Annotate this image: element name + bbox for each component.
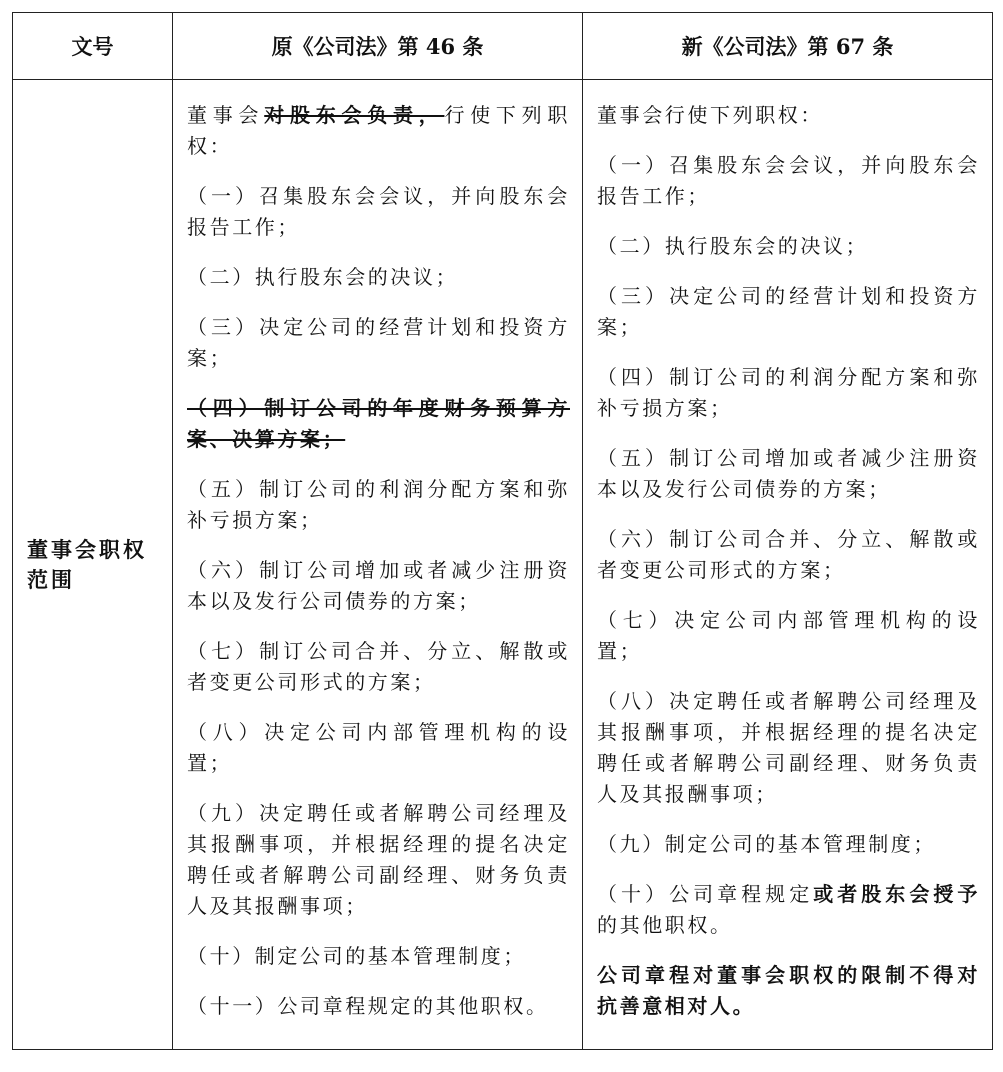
header-new-law: 新《公司法》第 67 条 — [583, 13, 993, 80]
new-item-2: （二）执行股东会的决议； — [597, 234, 869, 258]
old-item-10: （十）制定公司的基本管理制度； — [187, 944, 526, 968]
old-intro — [187, 100, 570, 162]
new-item-9: （九）制定公司的基本管理制度； — [597, 832, 936, 856]
new-added-paragraph: 公司章程对董事会职权的限制不得对抗善意相对人。 — [597, 963, 980, 1018]
new-intro: 董事会行使下列职权： — [597, 103, 823, 127]
old-item-11: （十一）公司章程规定的其他职权。 — [187, 994, 549, 1018]
old-item-5: （五）制订公司的利润分配方案和弥补亏损方案； — [187, 477, 570, 532]
old-law-cell — [173, 80, 583, 1050]
new-item-10 — [597, 879, 980, 941]
row-label: 董事会职权范围 — [13, 80, 173, 1050]
comparison-table — [12, 12, 993, 1050]
old-intro-post: 行使下列职权： — [187, 103, 571, 158]
new-item-6: （六）制订公司合并、分立、解散或者变更公司形式的方案； — [597, 527, 980, 582]
old-item-8: （八）决定公司内部管理机构的设置； — [187, 720, 570, 775]
new-item-10-post: 的其他职权。 — [597, 913, 733, 937]
old-intro-pre: 董事会 — [187, 103, 265, 127]
new-item-4: （四）制订公司的利润分配方案和弥补亏损方案； — [597, 365, 980, 420]
old-item-6: （六）制订公司增加或者减少注册资本以及发行公司债券的方案； — [187, 558, 570, 613]
new-item-7: （七）决定公司内部管理机构的设置； — [597, 608, 980, 663]
old-item-4-deleted-text: （四）制订公司的年度财务预算方案、决算方案； — [187, 396, 570, 451]
old-item-2: （二）执行股东会的决议； — [187, 265, 459, 289]
header-row — [13, 13, 993, 80]
new-item-3: （三）决定公司的经营计划和投资方案； — [597, 284, 980, 339]
old-item-7: （七）制订公司合并、分立、解散或者变更公司形式的方案； — [187, 639, 570, 694]
new-item-10-added: 或者股东会授予 — [813, 882, 980, 906]
board-powers-row — [13, 80, 993, 1050]
old-item-1: （一）召集股东会会议，并向股东会报告工作； — [187, 184, 570, 239]
new-law-cell — [583, 80, 993, 1050]
new-item-10-pre: （十）公司章程规定 — [597, 882, 814, 906]
old-intro-deleted: 对股东会负责， — [264, 103, 445, 127]
header-old-law: 原《公司法》第 46 条 — [173, 13, 583, 80]
old-item-3: （三）决定公司的经营计划和投资方案； — [187, 315, 570, 370]
new-item-5: （五）制订公司增加或者减少注册资本以及发行公司债券的方案； — [597, 446, 980, 501]
old-item-4-deleted — [187, 393, 570, 455]
header-doc-number: 文号 — [13, 13, 173, 80]
new-item-1: （一）召集股东会会议，并向股东会报告工作； — [597, 153, 980, 208]
new-item-8: （八）决定聘任或者解聘公司经理及其报酬事项，并根据经理的提名决定聘任或者解聘公司副经理、财务负责人及其报酬事项； — [597, 689, 980, 806]
old-item-9: （九）决定聘任或者解聘公司经理及其报酬事项，并根据经理的提名决定聘任或者解聘公司副经理、财务负责人及其报酬事项； — [187, 801, 570, 918]
